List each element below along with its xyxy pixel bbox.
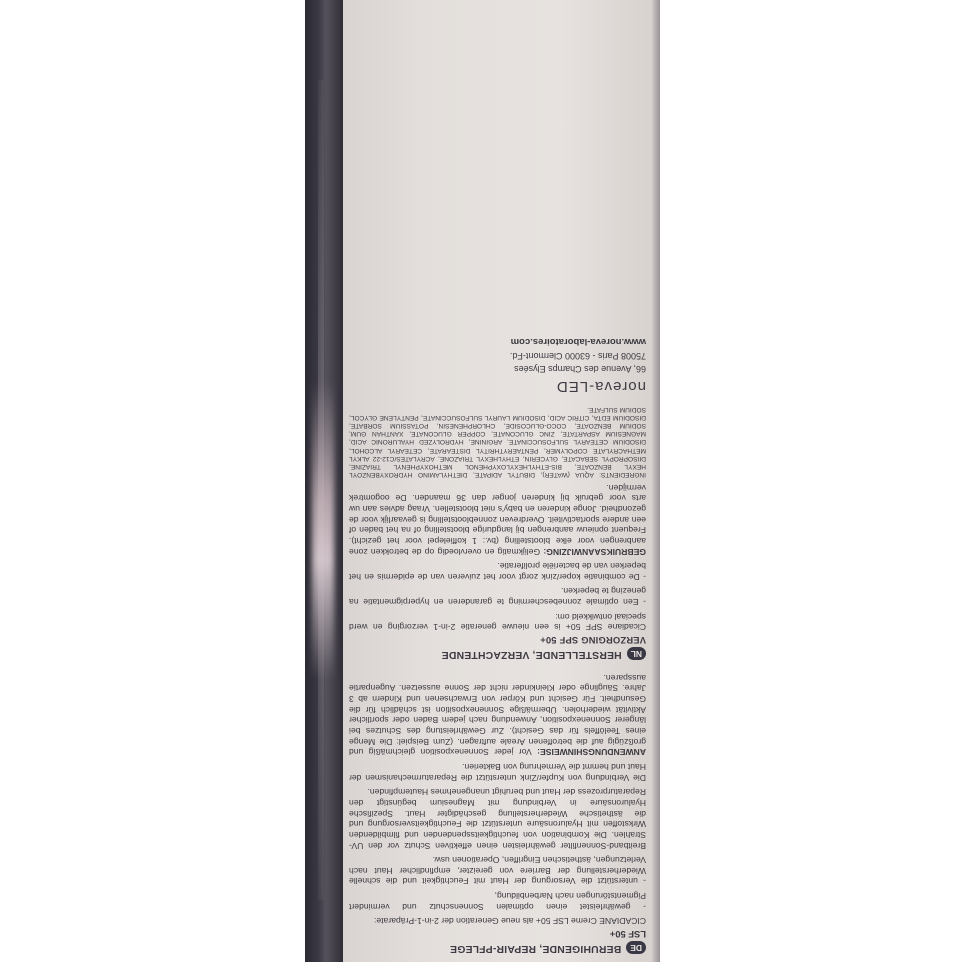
de-intro: CICADIANE Creme LSF 50+ als neue Generation der 2-in-1-Präparate: bbox=[373, 916, 646, 927]
de-bullet-1: - gewährleistet einen optimalen Sonnenschutz und vermindert Pigmentstörungen nach Narbenbildung, bbox=[349, 891, 646, 912]
de-body-2: Die Verbindung von Kupfer/Zink unterstützt die Reparaturmechanismen der Haut und hemmt die Vermehrung von Bakterien. bbox=[349, 761, 646, 783]
nl-section-title: HERSTELLENDE, VERZACHTENDE bbox=[441, 649, 622, 661]
rotated-label-text bbox=[349, 8, 646, 954]
box-right-edge bbox=[652, 0, 660, 962]
white-background bbox=[660, 0, 962, 962]
de-section-title: BERUHIGENDE, REPAIR-PFLEGE bbox=[449, 943, 622, 954]
de-section-header bbox=[349, 941, 646, 954]
nl-bullet-1: - Een optimale zonnebescherming te garanderen en hyperpigmentatie na genezing te beperken. bbox=[349, 586, 646, 608]
nl-body-1: - De combinatie koper/zink zorgt voor het zuiveren van de epidermis en het beperken van de bacteriële proliferatie. bbox=[349, 561, 646, 582]
nl-usage-text: Gelijkmatig en overvloedig op de betrokken zone aanbrengen voor elke blootstelling (bv.: 1 koffielepel voor het gezicht). Frequent opnieuw aanbrengen bij langdurige blootstelling of na het baden of een andere sportactiviteit. Overdreven zonneblootstelling is gevaarlijk voor de gezondheid. Jonge kinderen en baby's niet blootstellen. Vraag advies aan uw arts voor gebruik bij kinderen jonger dan 36 maanden. De oogomtrek vermijden. bbox=[349, 482, 646, 557]
de-body-1: Breitband-Sonnenfilter gewährleisten einen effektiven Schutz vor den UV-Strahlen. Die Kombination von feuchtigkeitsspendenden und filmbildenden Wirkstoffen mit Hyaluronsäure unterstützt die Feuchtigkeitsversorgung und die ästhetische Wiederherstellung geschädigter Haut. Spezifische Hyaluronsäure in Verbindung mit Magnesium begünstigt den Reparaturprozess der Haut und beruhigt unangenehmes Hautempfinden. bbox=[349, 787, 646, 851]
nl-section-header bbox=[349, 647, 646, 660]
de-usage-text: Vor jeder Sonnenexposition gleichmäßig und großzügig auf die betroffenen Areale auftragen. (Zum Beispiel: Die Menge eines Teelöffels für das Gesicht). Zur Gewährleistung des Schutzes bei längerer Sonnenexposition, Anwendung nach jedem Baden oder sportlicher Aktivität wiederholen. Übermäßige Sonnenexposition ist schädlich für die Gesundheit. Für Gesicht und Körper von Erwachsenen und Kindern ab 3 Jahre. Säuglinge oder Kleinkinder nicht der Sonne aussetzen. Augenpartie aussparen. bbox=[349, 672, 646, 758]
brand-address-1: 66, Avenue des Champs Elysées bbox=[514, 364, 646, 375]
de-usage bbox=[349, 672, 646, 757]
nl-section-title-2: VERZORGING SPF 50+ bbox=[540, 635, 646, 647]
brand-website: www.noreva-laboratoires.com bbox=[510, 335, 646, 347]
brand-address-2: 75008 Paris - 63000 Clermont-Fd. bbox=[509, 351, 646, 362]
ingredients-list: INGREDIENTS: AQUA (WATER), DIBUTYL ADIPATE, DIETHYLAMINO HYDROXYBENZOYL HEXYL BENZOATE, BIS-ETHYLHEXYLOXYPHENOL METHOXYPHENYL TRIAZINE, DIISOPROPYL SEBACATE, GLYCERIN, ETHYLHEXYL TRIAZONE, ACRYLATES/C12-22 ALKYL METHACRYLATE COPOLYMER, PENTAERYTHRITYL DISTEARATE, CETEARYL ALCOHOL, DISODIUM CETEARYL SULFOSUCCINATE, ARGININE, HYDROLYZED HYALURONIC ACID, MAGNESIUM ASPARTATE, ZINC GLUCONATE, COPPER GLUCONATE, XANTHAN GUM, SODIUM BENZOATE, COCO-GLUCOSIDE, CHLORPHENESIN, POTASSIUM SORBATE, DISODIUM EDTA, CITRIC ACID, DISODIUM LAURYL SULFOSUCCINATE, PENTYLENE GLYCOL, SODIUM SULFATE. bbox=[349, 406, 646, 478]
de-usage-label: ANWENDUNGSHINWEISE: bbox=[537, 747, 646, 758]
box-face bbox=[343, 0, 652, 962]
de-bullet-2: - unterstützt die Versorgung der Haut mit Feuchtigkeit und die schnelle Wiederherstellung der Barriere von gereizter, empfindlicher Haut nach Verletzungen, ästhetischen Eingriffen, Operationen usw. bbox=[349, 855, 646, 887]
nl-usage bbox=[349, 482, 646, 557]
nl-intro: Cicadiane SPF 50+ is een nieuwe generatie 2-in-1 verzorging en werd speciaal ontwikkeld om: bbox=[349, 611, 646, 633]
box-side-glare bbox=[312, 380, 334, 680]
de-language-badge: DE bbox=[626, 941, 646, 954]
brand-logo: noreva-LED bbox=[555, 377, 646, 395]
nl-language-badge: NL bbox=[627, 647, 646, 660]
de-spf-label: LSF 50+ bbox=[609, 929, 646, 941]
white-background bbox=[0, 0, 305, 962]
nl-usage-label: GEBRUIKSAANWIJZING: bbox=[543, 546, 646, 557]
